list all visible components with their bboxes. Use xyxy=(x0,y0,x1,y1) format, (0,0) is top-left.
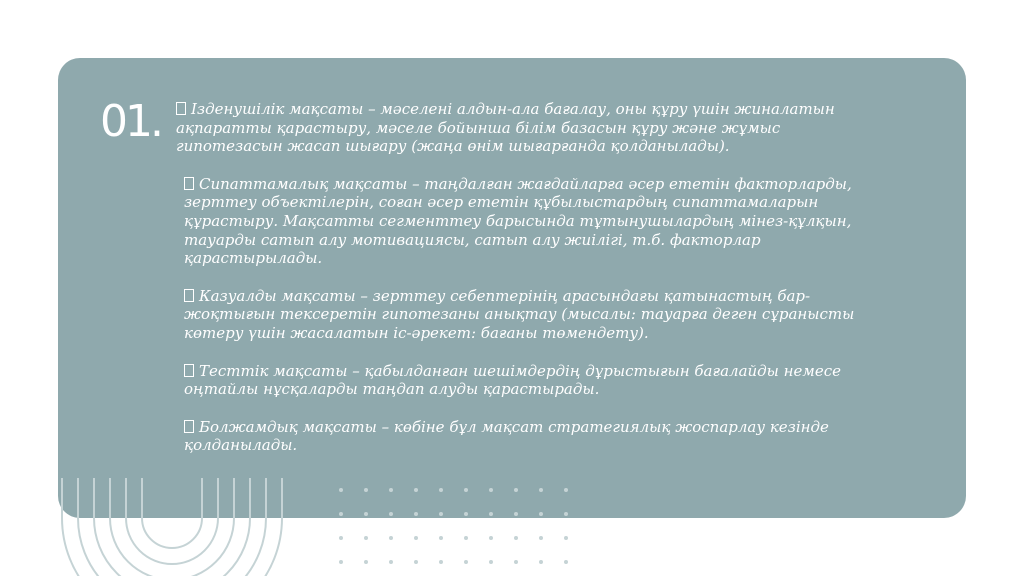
objectives-list xyxy=(176,100,866,474)
bullet-icon xyxy=(176,102,186,115)
bullet-icon xyxy=(184,289,194,302)
objective-text: Тесттік мақсаты – қабылданған шешімдердің дұрыстығын бағалайды немесе оңтайлы нұсқаларды таңдап алуды қарастырады. xyxy=(184,361,842,399)
objective-text: Сипаттамалық мақсаты – таңдалған жағдайларға әсер ететін факторларды, зерттеу объектілерін, соған әсер ететін құбылыстардың сипаттамаларын құрастыру. Мақсатты сегменттеу барысында тұтынушылардың мінез-құлқын, тауарды сатып алу мотивациясы, сатып алу жиілігі, т.б. факторлар қарастырылады. xyxy=(184,174,852,268)
objective-exploratory xyxy=(176,100,866,156)
objective-text: Болжамдық мақсаты – көбіне бұл мақсат стратегиялық жоспарлау кезінде қолданылады. xyxy=(184,417,829,455)
objective-test xyxy=(176,362,866,399)
bullet-icon xyxy=(184,177,194,190)
objective-descriptive xyxy=(176,175,866,268)
dot-grid-decoration xyxy=(335,484,575,576)
objective-forecast xyxy=(176,418,866,455)
objective-text: Ізденушілік мақсаты – мәселені алдын-ала бағалау, оны құру үшін жиналатын ақпаратты қарастыру, мәселе бойынша білім базасын құру және жұмыс гипотезасын жасап шығару (жаңа өнім шығарғанда қолданылады). xyxy=(176,100,835,156)
bullet-icon xyxy=(184,364,194,377)
bullet-icon xyxy=(184,420,194,433)
slide-number: 01. xyxy=(100,96,161,147)
objective-text: Казуалды мақсаты – зерттеу себептерінің арасындағы қатынастың бар-жоқтығын тексеретін гипотезаны анықтау (мысалы: тауарға деген сұранысты көтеру үшін жасалатын іс-әрекет: бағаны төмендету). xyxy=(184,286,855,342)
objective-causal xyxy=(176,287,866,343)
arches-decoration xyxy=(58,478,298,576)
